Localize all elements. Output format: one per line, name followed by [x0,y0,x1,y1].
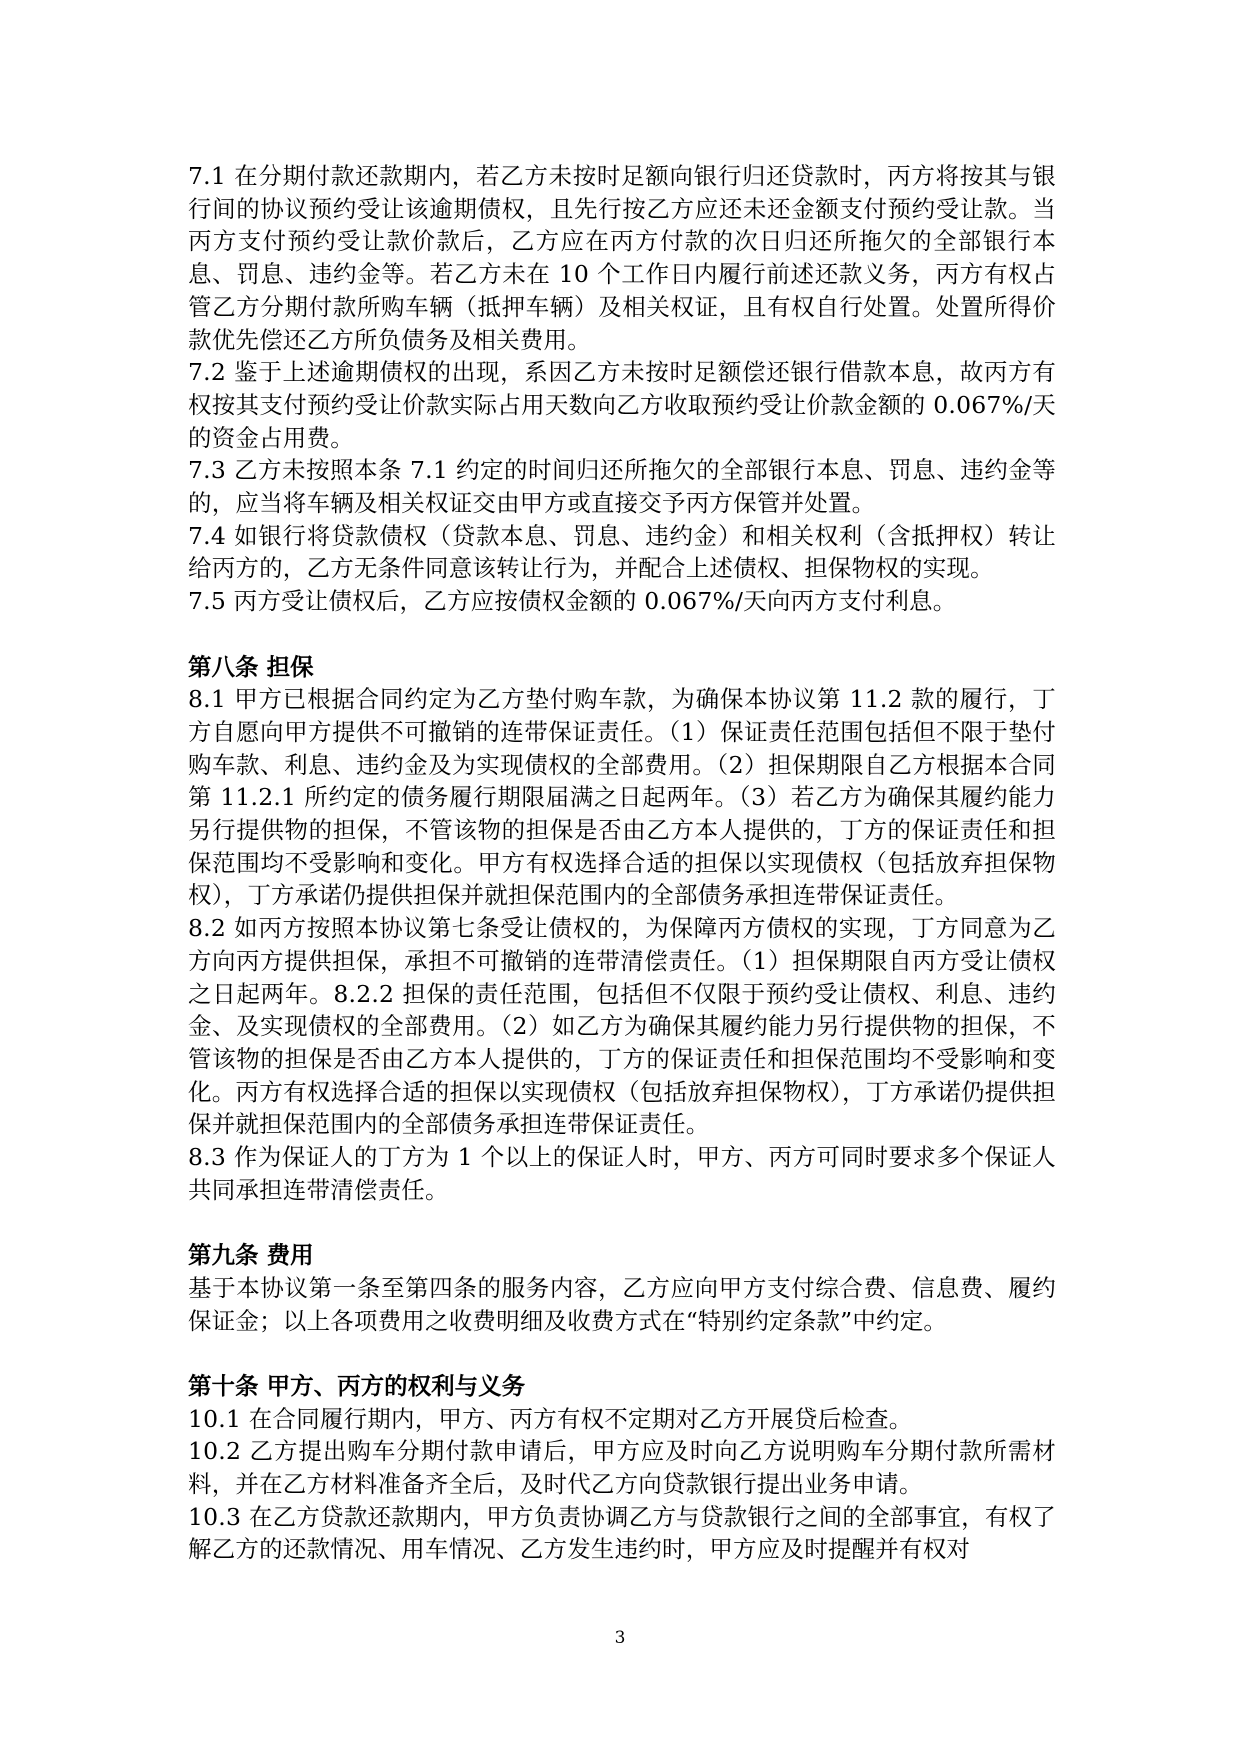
clause-7-2: 7.2 鉴于上述逾期债权的出现，系因乙方未按时足额偿还银行借款本息，故丙方有权按其支付预约受让价款实际占用天数向乙方收取预约受让价款金额的 0.067%/天的资金占用费。 [188,358,1056,452]
document-body [188,160,1056,1566]
section-gap [188,1206,1056,1239]
page-number: 3 [614,1628,626,1648]
section-8-heading: 第八条 担保 [188,652,314,681]
clause-8-3: 8.3 作为保证人的丁方为 1 个以上的保证人时，甲方、丙方可同时要求多个保证人共同承担连带清偿责任。 [188,1143,1056,1204]
clause-7-3: 7.3 乙方未按照本条 7.1 约定的时间归还所拖欠的全部银行本息、罚息、违约金等的，应当将车辆及相关权证交由甲方或直接交予丙方保管并处置。 [188,456,1056,518]
section-gap [188,1337,1056,1370]
clause-10-2: 10.2 乙方提出购车分期付款申请后，甲方应及时向乙方说明购车分期付款所需材料，并在乙方材料准备齐全后，及时代乙方向贷款银行提出业务申请。 [188,1437,1056,1499]
clause-10-3: 10.3 在乙方贷款还款期内，甲方负责协调乙方与贷款银行之间的全部事宜，有权了解乙方的还款情况、用车情况、乙方发生违约时，甲方应及时提醒并有权对 [188,1502,1056,1564]
clause-8-1: 8.1 甲方已根据合同约定为乙方垫付购车款，为确保本协议第 11.2 款的履行，丁方自愿向甲方提供不可撤销的连带保证责任。（1）保证责任范围包括但不限于垫付购车款、利息、违约金及为实现债权的全部费用。（2）担保期限自乙方根据本合同第 11.2.1 所约定的债务履行期限届满之日起两年。（3）若乙方为确保其履约能力另行提供物的担保，不管该物的担保是否由乙方本人提供的，丁方的保证责任和担保范围均不受影响和变化。甲方有权选择合适的担保以实现债权（包括放弃担保物权），丁方承诺仍提供担保并就担保范围内的全部债务承担连带保证责任。 [188,685,1056,910]
clause-10-1: 10.1 在合同履行期内，甲方、丙方有权不定期对乙方开展贷后检查。 [188,1404,913,1433]
clause-9: 基于本协议第一条至第四条的服务内容，乙方应向甲方支付综合费、信息费、履约保证金；以上各项费用之收费明细及收费方式在“特别约定条款”中约定。 [188,1273,1056,1335]
clause-7-1: 7.1 在分期付款还款期内，若乙方未按时足额向银行归还贷款时，丙方将按其与银行间的协议预约受让该逾期债权，且先行按乙方应还未还金额支付预约受让款。当丙方支付预约受让款价款后，乙方应在丙方付款的次日归还所拖欠的全部银行本息、罚息、违约金等。若乙方未在 10 个工作日内履行前述还款义务，丙方有权占管乙方分期付款所购车辆（抵押车辆）及相关权证，且有权自行处置。处置所得价款优先偿还乙方所负债务及相关费用。 [188,162,1056,354]
section-10-heading: 第十条 甲方、丙方的权利与义务 [188,1371,526,1400]
clause-8-2: 8.2 如丙方按照本协议第七条受让债权的，为保障丙方债权的实现，丁方同意为乙方向丙方提供担保，承担不可撤销的连带清偿责任。（1）担保期限自丙方受让债权之日起两年。8.2.2 担保的责任范围，包括但不仅限于预约受让债权、利息、违约金、及实现债权的全部费用。（2）如乙方为确保其履约能力另行提供物的担保，不管该物的担保是否由乙方本人提供的，丁方的保证责任和担保范围均不受影响和变化。丙方有权选择合适的担保以实现债权（包括放弃担保物权），丁方承诺仍提供担保并就担保范围内的全部债务承担连带保证责任。 [188,914,1056,1139]
clause-7-4: 7.4 如银行将贷款债权（贷款本息、罚息、违约金）和相关权利（含抵押权）转让给丙方的，乙方无条件同意该转让行为，并配合上述债权、担保物权的实现。 [188,521,1056,583]
section-gap [188,618,1056,651]
section-9-heading: 第九条 费用 [188,1241,314,1270]
clause-7-5: 7.5 丙方受让债权后，乙方应按债权金额的 0.067%/天向丙方支付利息。 [188,587,957,616]
